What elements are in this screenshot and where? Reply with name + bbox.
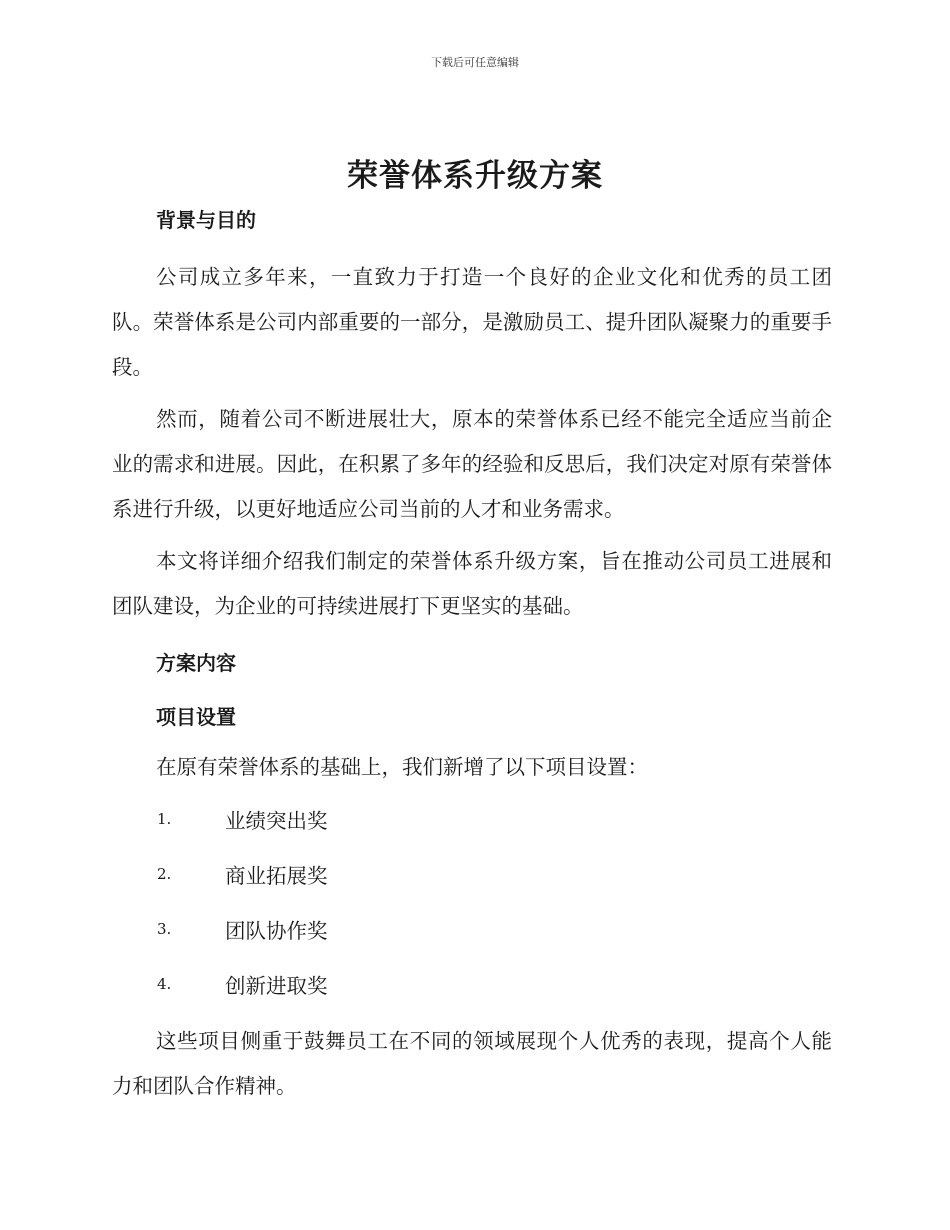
- subsection-heading-items: 项目设置: [156, 705, 236, 729]
- list-number: 4.: [157, 974, 172, 993]
- document-body: [112, 200, 832, 1109]
- paragraph: 公司成立多年来，一直致力于打造一个良好的企业文化和优秀的员工团队。荣誉体系是公司内部重要的一部分，是激励员工、提升团队凝聚力的重要手段。: [112, 265, 832, 379]
- list-item: [112, 791, 832, 846]
- list-text: 业绩突出奖: [225, 808, 328, 833]
- document-title: 荣誉体系升级方案: [347, 158, 603, 194]
- list-item: [112, 846, 832, 901]
- page-header-note: 下载后可任意编辑: [431, 56, 519, 69]
- section-heading-background: 背景与目的: [156, 208, 256, 232]
- list-text: 创新进取奖: [225, 973, 328, 998]
- paragraph: 然而，随着公司不断进展壮大，原本的荣誉体系已经不能完全适应当前企业的需求和进展。因此，在积累了多年的经验和反思后，我们决定对原有荣誉体系进行升级，以更好地适应公司当前的人才和业务需求。: [112, 407, 832, 521]
- list-text: 团队协作奖: [225, 918, 328, 943]
- paragraph-intro: 在原有荣誉体系的基础上，我们新增了以下项目设置：: [156, 755, 648, 779]
- award-list: [112, 791, 832, 1011]
- list-text: 商业拓展奖: [225, 863, 328, 888]
- section-heading-plan: 方案内容: [156, 651, 236, 675]
- list-item: [112, 901, 832, 956]
- list-number: 2.: [157, 864, 172, 883]
- paragraph-closing: 这些项目侧重于鼓舞员工在不同的领域展现个人优秀的表现，提高个人能力和团队合作精神。: [112, 1029, 832, 1098]
- list-number: 1.: [157, 809, 172, 828]
- list-item: [112, 956, 832, 1011]
- list-number: 3.: [157, 919, 172, 938]
- paragraph: 本文将详细介绍我们制定的荣誉体系升级方案，旨在推动公司员工进展和团队建设，为企业的可持续进展打下更坚实的基础。: [112, 549, 832, 618]
